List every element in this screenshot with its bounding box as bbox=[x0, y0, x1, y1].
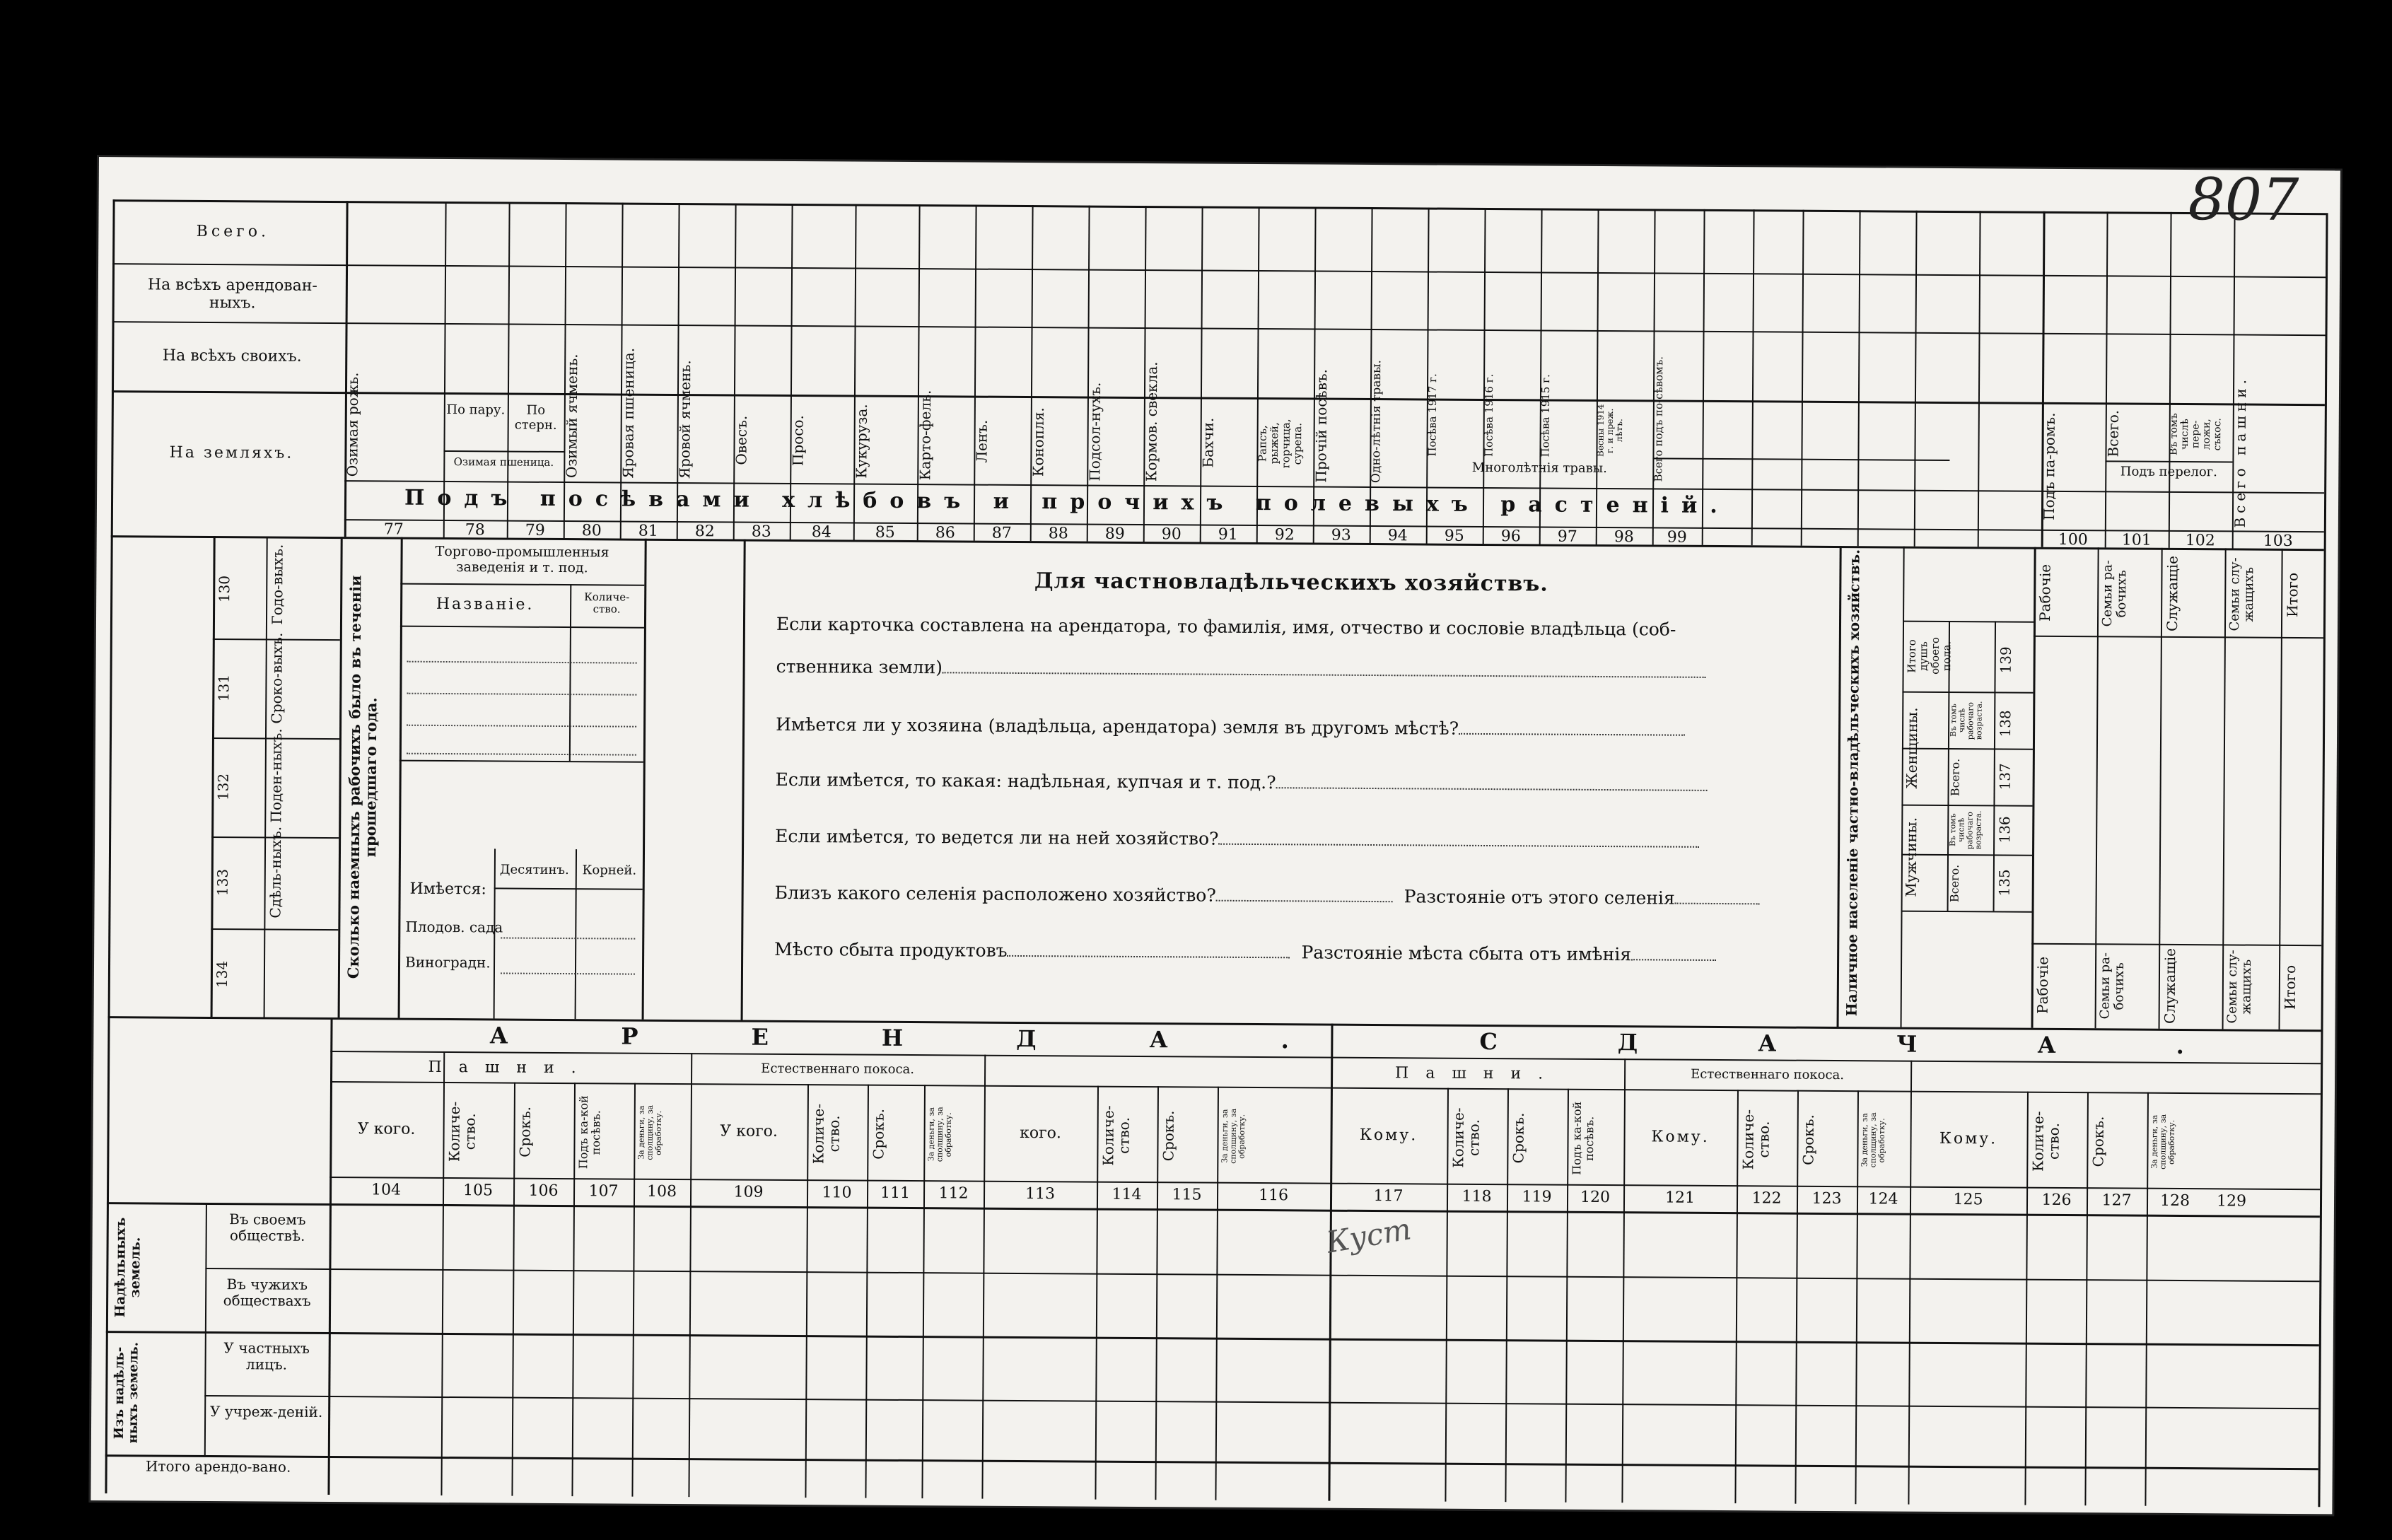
crop-header-98: Весны 1914 г. и преж. лѣтъ. bbox=[1595, 404, 1625, 457]
other-societies-label: Въ чужихъ обществахъ bbox=[223, 1276, 311, 1309]
crop-header-87: Ленъ. bbox=[973, 420, 991, 464]
crop-header-103: Всего пашни. bbox=[2231, 375, 2250, 528]
private-q1a: Если карточка составлена на арендатора, то фамилiя, имя, отчество и сословiе владѣльца (соб- bbox=[776, 613, 1676, 640]
col-number: 89 bbox=[1104, 525, 1125, 543]
lease-col-number: 121 bbox=[1664, 1189, 1696, 1207]
lease-col-number: 107 bbox=[588, 1182, 619, 1201]
n136: 136 bbox=[1996, 816, 2014, 844]
col-number: 82 bbox=[694, 523, 715, 541]
lease-col-number: 111 bbox=[880, 1184, 911, 1203]
col-number: 78 bbox=[465, 521, 485, 539]
crop-header-85: Кукуруза. bbox=[853, 403, 870, 479]
workers-header: Рабочiе bbox=[2036, 564, 2054, 622]
lease-col-number: 129 bbox=[2216, 1192, 2247, 1211]
crop-header-92: Рапсъ, рыжей, горчица, сурепа. bbox=[1256, 419, 1305, 469]
population-side-title: Наличное населенiе частно-владѣльческихъ хозяйствъ. bbox=[1843, 549, 1863, 1017]
lease-col-number: 105 bbox=[463, 1182, 494, 1200]
lease-col-number: 122 bbox=[1751, 1189, 1782, 1208]
crop-header-100: Подъ па-ромъ. bbox=[2040, 412, 2058, 521]
lease-qty-2: Количе-ство. bbox=[810, 1103, 843, 1165]
col-number: 92 bbox=[1274, 526, 1295, 544]
col-number: 87 bbox=[991, 524, 1012, 542]
lease-col-number: 114 bbox=[1112, 1185, 1142, 1204]
col-number: 99 bbox=[1667, 528, 1687, 547]
col-number: 90 bbox=[1161, 525, 1182, 544]
lease-col-number: 112 bbox=[938, 1184, 969, 1203]
own-society-label: Въ своемъ обществѣ. bbox=[229, 1211, 306, 1244]
non-allotment-lands-label: Изъ надѣль-ныхъ земель. bbox=[111, 1342, 141, 1444]
institutions-label: У учреж-денiй. bbox=[209, 1402, 323, 1421]
private-farms-title: Для частновладѣльческихъ хозяйствъ. bbox=[1034, 568, 1548, 597]
col-number: 97 bbox=[1557, 527, 1577, 546]
servant-families-footer: Семьи слу-жащихъ bbox=[2224, 950, 2254, 1024]
sublease-payment-2: За деньги, за сполщину, за обработку. bbox=[1860, 1112, 1886, 1168]
total-footer: Итого bbox=[2281, 964, 2299, 1010]
hired-workers-question: Сколько наемныхъ рабочихъ было въ теченiи прошедшаго года. bbox=[344, 575, 380, 979]
col-number: 80 bbox=[581, 522, 602, 540]
lease-col-number: 124 bbox=[1868, 1190, 1898, 1208]
lease-term-2: Срокъ. bbox=[870, 1108, 887, 1160]
hired-workers-n130: 130 bbox=[216, 575, 233, 603]
crop-header-93: Прочiй посѣвъ. bbox=[1312, 368, 1331, 483]
orchard-label: Плодов. сада bbox=[405, 918, 503, 936]
crop-header-84: Просо. bbox=[789, 415, 807, 467]
col-number: 96 bbox=[1500, 527, 1521, 546]
lease-col-number: 123 bbox=[1811, 1189, 1842, 1208]
col-number: 86 bbox=[935, 524, 955, 542]
lease-col-number: 109 bbox=[733, 1183, 764, 1201]
lease-col-number: 106 bbox=[528, 1182, 559, 1200]
crop-header-99: Всего подъ по-сѣвомъ. bbox=[1652, 356, 1666, 482]
crop-header-88: Конопля. bbox=[1029, 407, 1047, 477]
lease-col-number: 120 bbox=[1580, 1188, 1611, 1207]
crop-header-80: Озимый ячмень. bbox=[563, 354, 581, 479]
lease-col-number: 119 bbox=[1522, 1188, 1552, 1206]
n135: 135 bbox=[1995, 869, 2013, 897]
lease-col-number: 108 bbox=[646, 1182, 677, 1201]
col-number: 94 bbox=[1387, 527, 1408, 545]
lease-meadow-group: Естественнаго покоса. bbox=[761, 1061, 915, 1078]
col-number: 102 bbox=[2185, 532, 2215, 550]
sublease-term-3: Срокъ. bbox=[2089, 1116, 2107, 1167]
worker-families-header: Семьи ра-бочихъ bbox=[2099, 560, 2130, 627]
col-number: 103 bbox=[2263, 532, 2293, 550]
hired-workers-daily: Поден-ныхъ. bbox=[267, 728, 286, 823]
row-own-label: На всѣхъ своихъ. bbox=[162, 346, 302, 366]
private-q6b: Разстоянiе мѣста сбыта отъ имѣнiя bbox=[1301, 942, 1632, 965]
private-q1b: ственника земли) bbox=[776, 655, 943, 678]
col-number: 88 bbox=[1048, 525, 1068, 543]
perennial-grasses-label: Многолѣтнiя травы. bbox=[1471, 460, 1607, 477]
col-number: 101 bbox=[2121, 531, 2152, 549]
sown-area-banner: Подъ посѣвами хлѣбовъ и прочихъ полевыхъ растенiй. bbox=[404, 485, 1730, 519]
crop-header-79: По стерн. bbox=[514, 402, 557, 433]
servant-families-header: Семьи слу-жащихъ bbox=[2227, 557, 2257, 631]
men-working-age: Въ томъ числѣ рабочаго возраста. bbox=[1948, 810, 1983, 850]
lease-col-number: 115 bbox=[1172, 1186, 1202, 1204]
crop-header-95: Посѣва 1917 г. bbox=[1425, 373, 1440, 457]
col-number: 81 bbox=[638, 522, 658, 540]
servants-footer: Служащiе bbox=[2161, 948, 2179, 1025]
trade-name-header: Названiе. bbox=[436, 595, 535, 614]
lease-col-number: 127 bbox=[2101, 1191, 2132, 1210]
col-number: 84 bbox=[811, 523, 832, 542]
col-number: 91 bbox=[1218, 525, 1238, 544]
desyatin-header: Десятинъ. bbox=[499, 862, 569, 878]
men-label: Мужчины. bbox=[1902, 817, 1920, 898]
handwritten-note: Куст bbox=[1324, 1211, 1414, 1260]
private-q5b: Разстоянiе отъ этого селенiя bbox=[1404, 886, 1675, 909]
sublease-to-whom-2: Кому. bbox=[1651, 1128, 1710, 1146]
sublease-to-whom-1: Кому. bbox=[1359, 1126, 1418, 1145]
total-leased-label: Итого арендо-вано. bbox=[145, 1457, 291, 1476]
col-number: 79 bbox=[525, 521, 545, 539]
crop-header-89: Подсол-нухъ. bbox=[1086, 382, 1104, 482]
total-both-sexes: Итого душъ обоего пола. bbox=[1905, 637, 1954, 675]
private-q5a: Близъ какого селенiя расположено хозяйство? bbox=[774, 882, 1216, 906]
crop-header-83: Овесъ. bbox=[733, 415, 750, 465]
hired-workers-annual: Годо-выхъ. bbox=[268, 544, 286, 625]
winter-wheat-label: Озимая пшеница. bbox=[453, 455, 554, 469]
crop-header-78: По пару. bbox=[446, 402, 506, 418]
lease-crop-1: Подъ ка-кой посѣвъ. bbox=[576, 1095, 603, 1169]
n138: 138 bbox=[1997, 710, 2014, 737]
crop-header-91: Бахчи. bbox=[1199, 418, 1217, 469]
sublease-arable-group: Пашни. bbox=[1394, 1064, 1560, 1083]
row-leased-label: На всѣхъ арендован-ныхъ. bbox=[147, 276, 317, 313]
n139: 139 bbox=[1997, 646, 2014, 674]
private-q4: Если имѣется, то ведется ли на ней хозяйство? bbox=[775, 825, 1219, 849]
lease-qty-1: Количе-ство. bbox=[445, 1101, 479, 1162]
vineyard-label: Виноградн. bbox=[404, 953, 491, 972]
sublease-meadow-group: Естественнаго покоса. bbox=[1691, 1066, 1845, 1083]
lease-col-number: 126 bbox=[2041, 1191, 2072, 1210]
lease-term-1: Срокъ. bbox=[516, 1106, 534, 1157]
has-label: Имѣется: bbox=[409, 880, 486, 899]
allotment-lands-label: Надѣльныхъ земель. bbox=[112, 1217, 144, 1317]
crop-header-94: Одно-лѣтнiя травы. bbox=[1369, 359, 1384, 484]
private-persons-label: У частныхъ лицъ. bbox=[223, 1339, 310, 1373]
sublease-qty-1: Количе-ство. bbox=[1449, 1107, 1483, 1168]
hired-workers-n131: 131 bbox=[215, 674, 233, 702]
crop-header-77: Озимая рожь. bbox=[344, 372, 362, 477]
lease-arable-group: Пашни. bbox=[428, 1058, 593, 1078]
sublease-crop-1: Подъ ка-кой посѣвъ. bbox=[1570, 1101, 1597, 1175]
crop-header-101: Всего. bbox=[2104, 410, 2122, 457]
lease-payment-1: За деньги, за сполщину, за обработку. bbox=[636, 1104, 663, 1160]
col-number: 77 bbox=[383, 520, 404, 539]
crop-header-102: Въ томъ числѣ пере-ложи, съкос. bbox=[2168, 413, 2224, 455]
private-q3: Если имѣется, то какая: надѣльная, купчая и т. под.? bbox=[775, 769, 1276, 793]
total-header: Итого bbox=[2284, 572, 2301, 617]
handwritten-page-number: 807 bbox=[2188, 166, 2299, 235]
private-q6a: Мѣсто сбыта продуктовъ bbox=[774, 938, 1008, 961]
lease-payment-3: За деньги, за сполщину, за обработку. bbox=[1220, 1108, 1247, 1164]
women-label: Женщины. bbox=[1903, 707, 1921, 789]
lease-qty-3: Количе-ство. bbox=[1099, 1104, 1133, 1166]
sublease-to-whom-3: Кому. bbox=[1939, 1129, 1998, 1148]
sublease-term-2: Срокъ. bbox=[1799, 1114, 1817, 1165]
lease-payment-2: За деньги, за сполщину, за обработку. bbox=[926, 1107, 953, 1162]
col-number: 100 bbox=[2058, 530, 2088, 549]
sublease-qty-3: Количе-ство. bbox=[2029, 1111, 2063, 1172]
n137: 137 bbox=[1996, 763, 2014, 791]
lease-from-whom-1: У кого. bbox=[357, 1120, 416, 1138]
col-number: 85 bbox=[875, 523, 895, 542]
row-lands-label: На земляхъ. bbox=[169, 443, 294, 462]
sublease-qty-2: Количе-ство. bbox=[1739, 1109, 1773, 1170]
trade-qty-header: Количе-ство. bbox=[584, 590, 630, 616]
lease-from-whom-3: кого. bbox=[1020, 1124, 1062, 1143]
sublease-payment-3: За деньги, за сполщину, за обработку. bbox=[2149, 1114, 2176, 1169]
korney-header: Корней. bbox=[582, 863, 637, 878]
women-total: Всего. bbox=[1948, 758, 1962, 796]
crop-header-96: Посѣва 1916 г. bbox=[1482, 373, 1496, 457]
hired-workers-n133: 133 bbox=[214, 868, 231, 897]
worker-families-footer: Семьи ра-бочихъ bbox=[2097, 952, 2127, 1020]
women-working-age: Въ томъ числѣ рабочаго возраста. bbox=[1949, 701, 1984, 740]
crop-header-90: Кормов. свекла. bbox=[1143, 361, 1161, 482]
private-q2: Имѣется ли у хозяина (владѣльца, арендатора) земля въ другомъ мѣстѣ? bbox=[776, 713, 1459, 739]
hired-workers-piece: Сдѣль-ныхъ. bbox=[267, 826, 285, 918]
census-card-sheet bbox=[91, 157, 2340, 1514]
lease-col-number: 113 bbox=[1025, 1185, 1056, 1203]
lease-col-number: 116 bbox=[1258, 1186, 1289, 1205]
col-number: 93 bbox=[1331, 526, 1351, 544]
lease-term-3: Срокъ. bbox=[1160, 1110, 1177, 1162]
lease-col-number: 125 bbox=[1953, 1191, 1983, 1209]
col-number: 83 bbox=[751, 523, 771, 541]
crop-header-86: Карто-фель. bbox=[916, 390, 935, 481]
lease-col-number: 110 bbox=[822, 1184, 852, 1202]
hired-workers-n134: 134 bbox=[213, 960, 231, 988]
fallow-label: Подъ перелог. bbox=[2120, 464, 2217, 480]
men-total: Всего. bbox=[1947, 864, 1961, 902]
row-total-label: Всего. bbox=[196, 222, 270, 241]
hired-workers-term: Сроко-выхъ. bbox=[268, 632, 286, 724]
crop-header-82: Яровой ячмень. bbox=[676, 360, 694, 479]
col-number: 95 bbox=[1444, 527, 1464, 545]
lease-col-number: 117 bbox=[1373, 1187, 1404, 1206]
lease-col-number: 118 bbox=[1462, 1187, 1492, 1206]
hired-workers-n132: 132 bbox=[214, 773, 232, 801]
crop-header-97: Посѣва 1915 г. bbox=[1539, 374, 1553, 457]
sublease-title: СДАЧА. bbox=[1479, 1027, 2304, 1061]
workers-footer: Рабочiе bbox=[2034, 957, 2052, 1015]
lease-col-number: 128 bbox=[2159, 1191, 2190, 1211]
servants-header: Служащiе bbox=[2163, 556, 2181, 632]
trade-establishments-title: Торгово-промышленныя заведенiя и т. под. bbox=[435, 543, 609, 576]
lease-title: АРЕНДА. bbox=[489, 1022, 1402, 1055]
lease-col-number: 104 bbox=[371, 1181, 402, 1199]
crop-header-81: Яровая пшеница. bbox=[619, 347, 638, 479]
col-number: 98 bbox=[1614, 528, 1634, 547]
lease-from-whom-2: У кого. bbox=[720, 1122, 778, 1141]
sublease-term-1: Срокъ. bbox=[1510, 1112, 1527, 1164]
